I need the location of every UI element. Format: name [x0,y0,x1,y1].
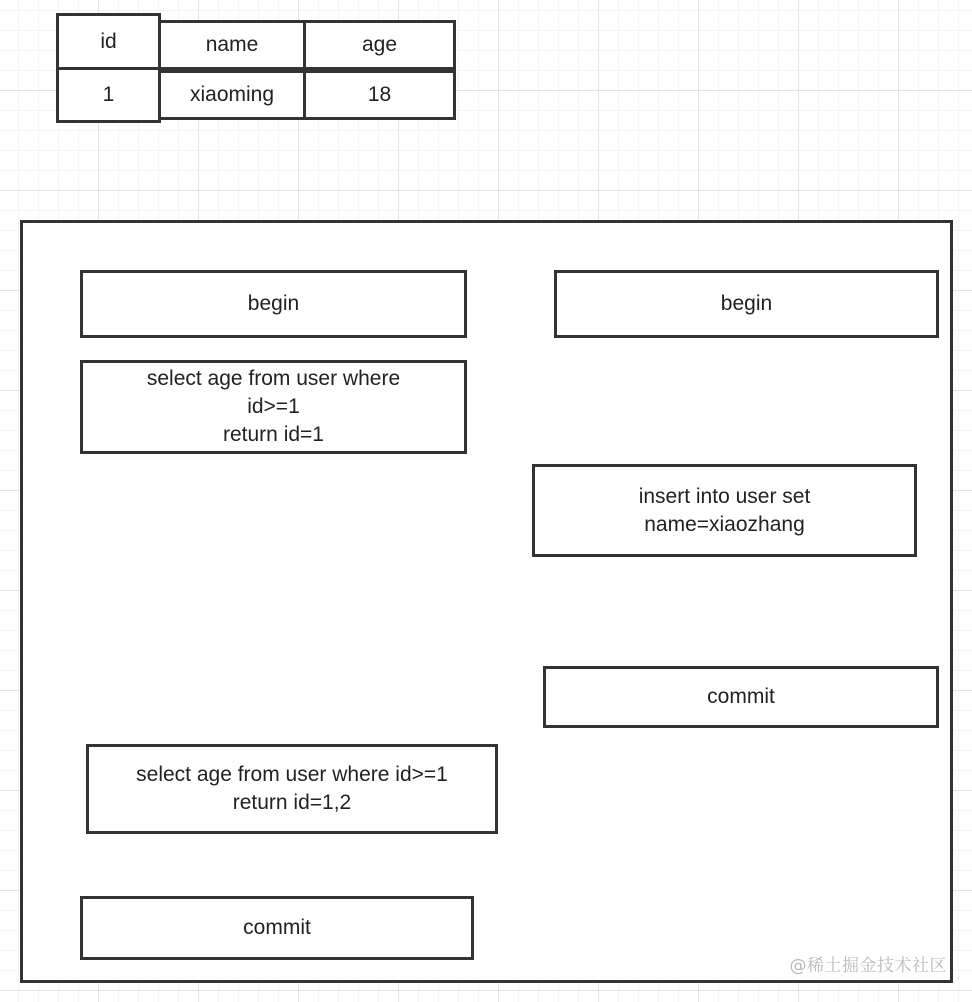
table-cell-name-value: xiaoming [189,83,275,106]
table-header-age [303,20,456,70]
session-a-begin-label: begin [247,292,300,315]
session-a-select-1-label: select age from user where id>=1 return id=1 [146,367,401,446]
session-a-commit-label: commit [243,916,311,939]
session-a-select-1-box [80,360,467,454]
session-b-insert-box [532,464,917,557]
table-header-id [56,13,161,70]
table-header-id-label: id [100,29,117,53]
session-a-commit-box [80,896,474,960]
session-b-begin-box [554,270,939,338]
session-a-begin-box [80,270,467,338]
session-a-select-2-box [86,744,498,834]
session-b-insert-label: insert into user set name=xiaozhang [638,484,811,536]
table-cell-id [56,67,161,123]
table-cell-name [158,70,306,120]
table-cell-age [303,70,456,120]
session-b-commit-label: commit [707,685,775,708]
table-cell-id-value: 1 [102,83,115,106]
table-cell-age-value: 18 [367,83,392,106]
table-header-age-label: age [361,33,398,56]
session-b-commit-box [543,666,939,728]
watermark: @稀土掘金技术社区 [789,956,947,976]
table-header-name-label: name [205,33,259,56]
table-header-name [158,20,306,70]
session-b-begin-label: begin [720,292,773,315]
session-a-select-2-label: select age from user where id>=1 return id=1,2 [136,763,448,814]
